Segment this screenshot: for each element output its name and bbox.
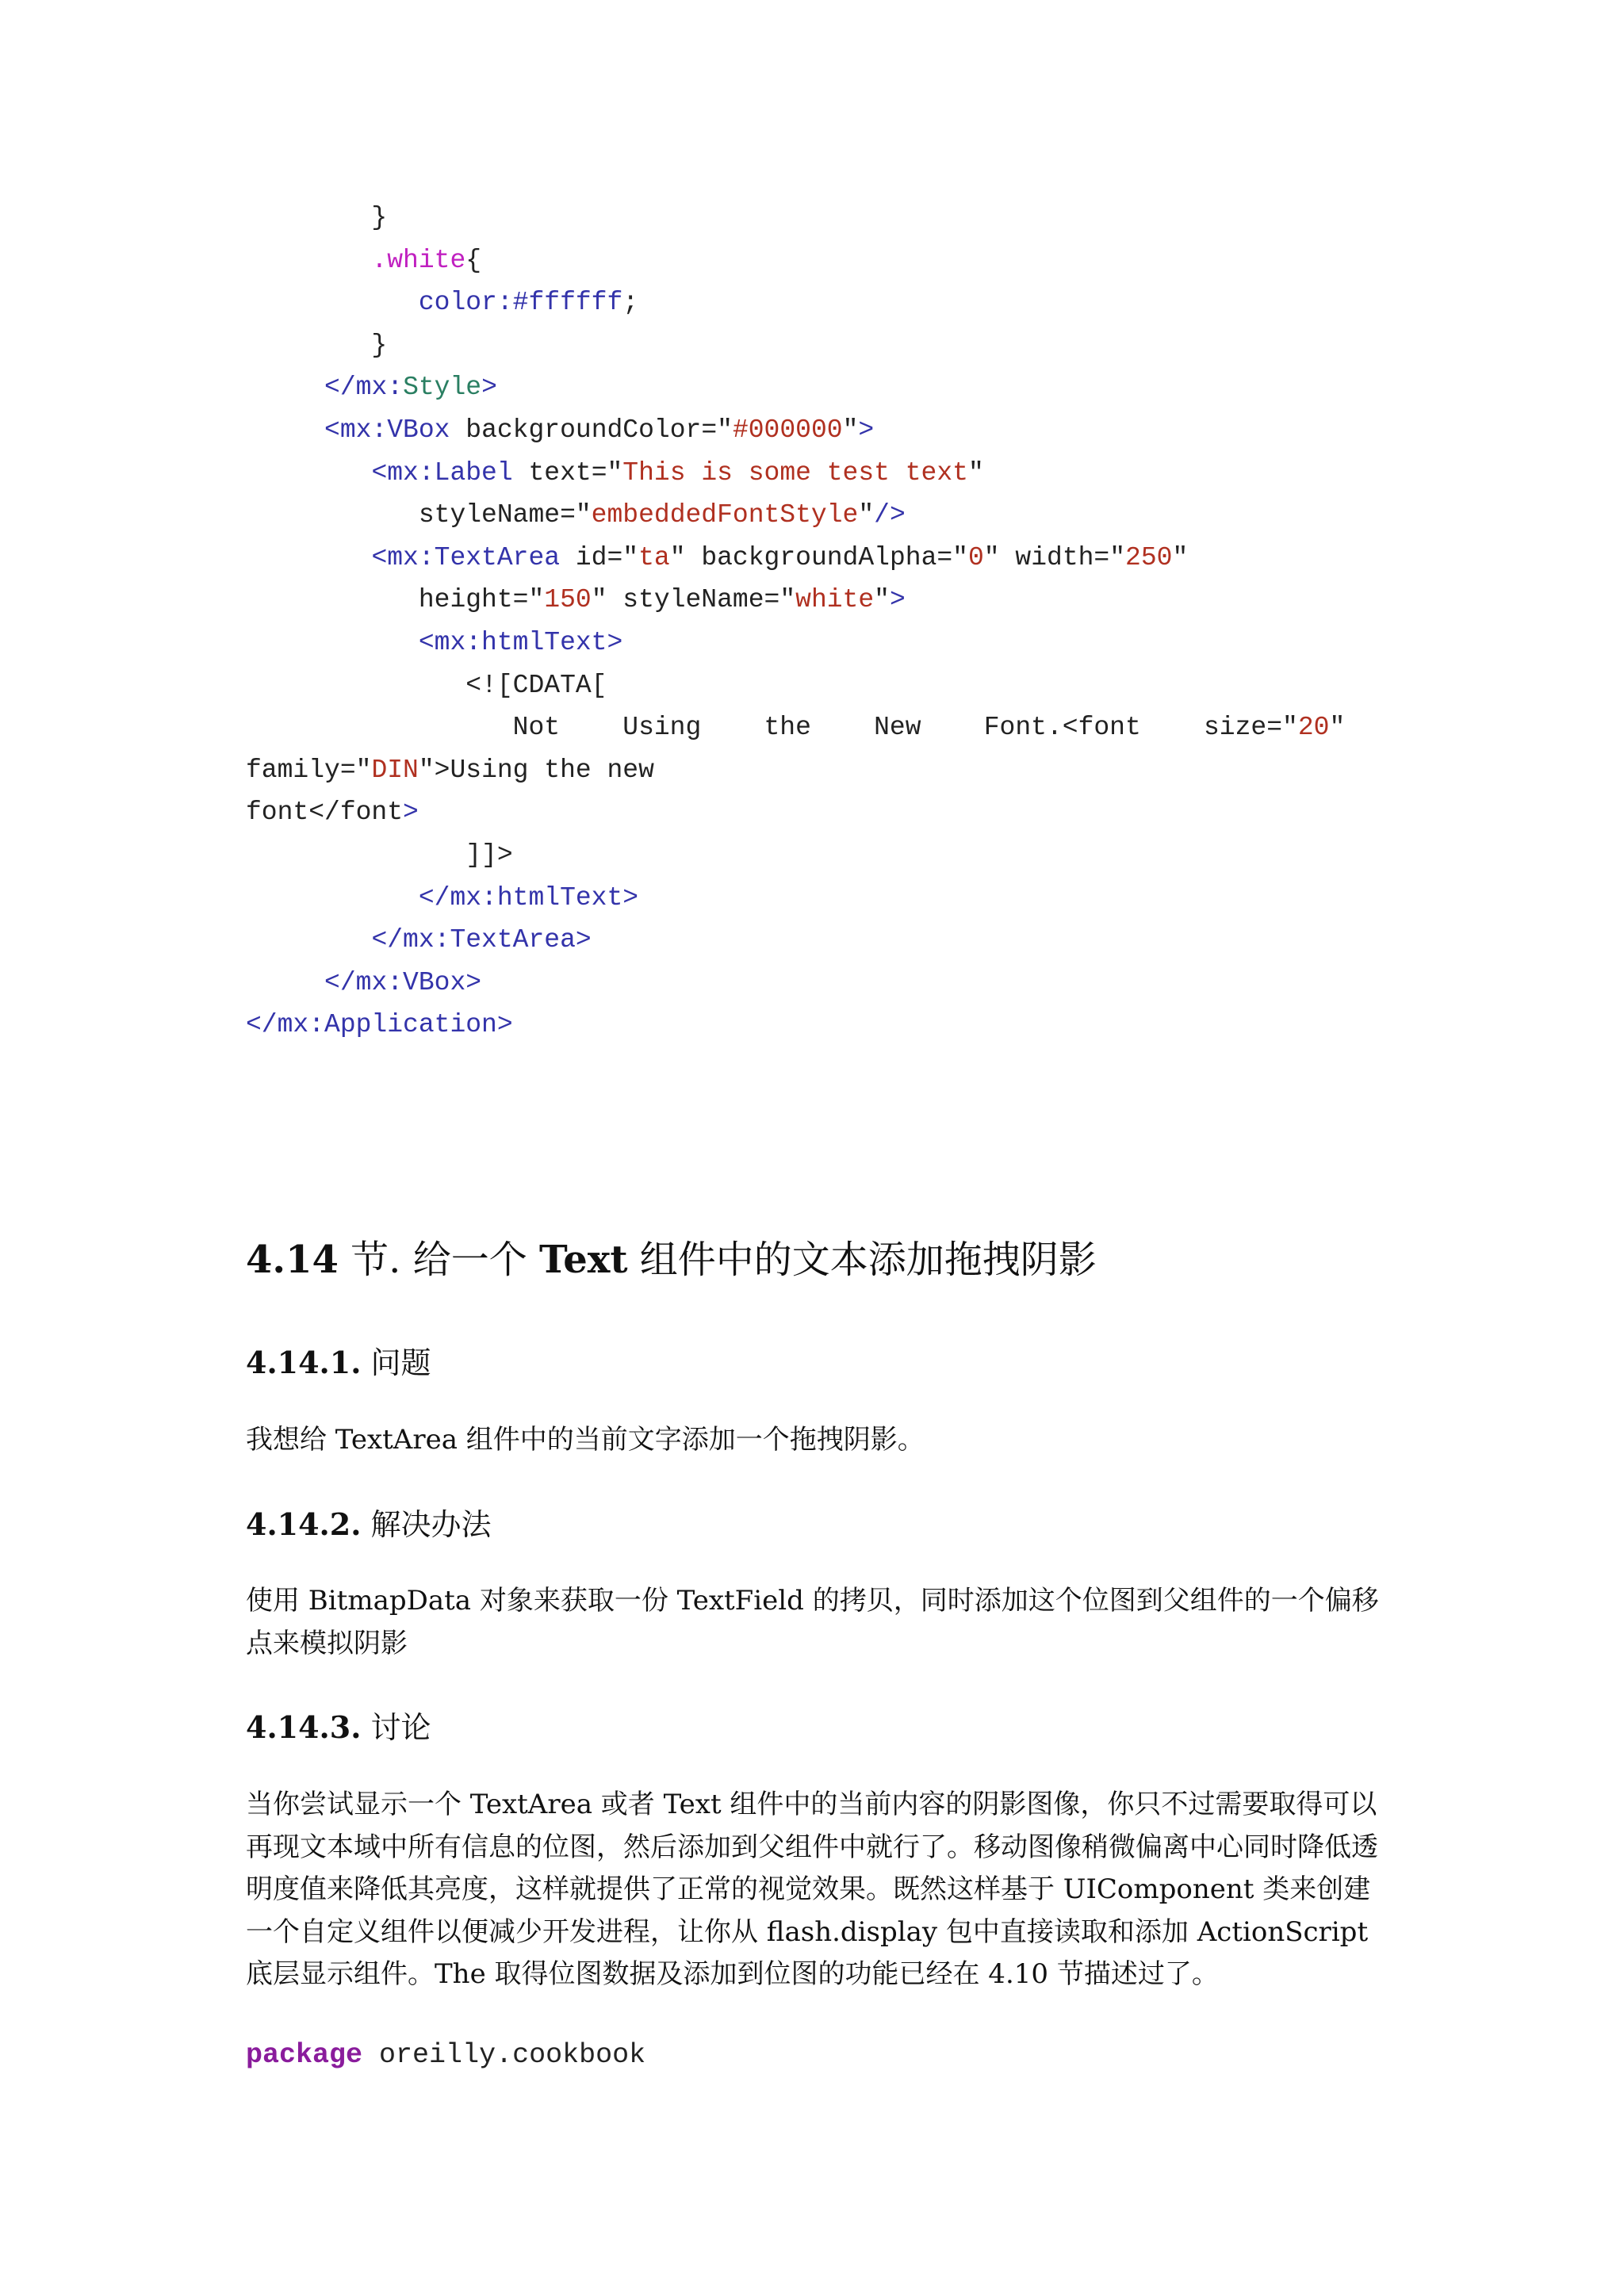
code-line: </mx:VBox> (324, 967, 482, 997)
code-line: color:#ffffff; (418, 288, 639, 318)
code-line: </mx:Application> (246, 1010, 513, 1040)
subsection-solution-heading (246, 1500, 492, 1544)
subsection-problem-heading (246, 1338, 431, 1382)
code-package-line (246, 2035, 645, 2075)
section-title-pre: 给一个 (412, 1238, 527, 1282)
code-line: <mx:VBox backgroundColor="#000000"> (324, 415, 875, 445)
solution-text: 使用 BitmapData 对象来获取一份 TextField 的拷贝，同时添加这个位图到父组件的一个偏移点来模拟阴影 (246, 1585, 1379, 1659)
code-line: <![CDATA[ (246, 670, 607, 700)
code-line: </mx:TextArea> (371, 925, 592, 955)
discussion-number: 4.14.3. (246, 1709, 362, 1745)
code-line: } (246, 203, 388, 232)
code-line: <mx:TextArea id="ta" backgroundAlpha="0" width="250" (371, 542, 1189, 572)
section-number: 4.14 (246, 1238, 339, 1282)
code-line: height="150" styleName="white"> (246, 585, 906, 615)
code-line: ]]> (246, 840, 513, 870)
code-line: <mx:htmlText> (418, 627, 623, 657)
problem-number: 4.14.1. (246, 1345, 362, 1380)
code-line: } (246, 330, 388, 360)
solution-heading: 解决办法 (370, 1507, 492, 1542)
discussion-heading: 讨论 (370, 1710, 431, 1745)
subsection-discussion-heading (246, 1703, 431, 1747)
code-line: .white{ (371, 245, 482, 275)
code-line: styleName="embeddedFontStyle"/> (246, 500, 906, 530)
code-line: </mx:Style> (324, 373, 497, 403)
problem-text: 我想给 TextArea 组件中的当前文字添加一个拖拽阴影。 (246, 1424, 925, 1456)
section-title-bold: Text (538, 1238, 628, 1282)
code-line: </mx:htmlText> (418, 882, 639, 913)
section-title-post: 组件中的文本添加拖拽阴影 (639, 1238, 1097, 1282)
code-line: Not Using the New Font.<font size="20" (246, 713, 1346, 743)
code-line: family="DIN">Using the new (246, 755, 654, 785)
section-prefix: 节. (350, 1238, 401, 1282)
discussion-text: 当你尝试显示一个 TextArea 或者 Text 组件中的当前内容的阴影图像，你只不过需要取得可以再现文本域中所有信息的位图，然后添加到父组件中就行了。移动图像稍微偏离中心同时降低透明度值来降低其亮度，这样就提供了正常的视觉效果。既然这样基于 UIComponent 类来创建一个自定义组件以便减少开发进程，让你从 flash.display 包中直接读取和添加 ActionScript 底层显示组件。The 取得位图数据及添加到位图的功能已经在 4.10 节描述过了。 (246, 1789, 1378, 1991)
package-keyword: package (246, 2039, 363, 2071)
problem-heading: 问题 (370, 1345, 431, 1380)
code-line: font</font> (246, 798, 419, 828)
code-block-mxml (246, 197, 1345, 1047)
solution-number: 4.14.2. (246, 1506, 362, 1542)
package-name: oreilly.cookbook (379, 2039, 646, 2071)
code-line: <mx:Label text="This is some test text" (371, 457, 984, 488)
section-title (246, 1229, 1097, 1284)
